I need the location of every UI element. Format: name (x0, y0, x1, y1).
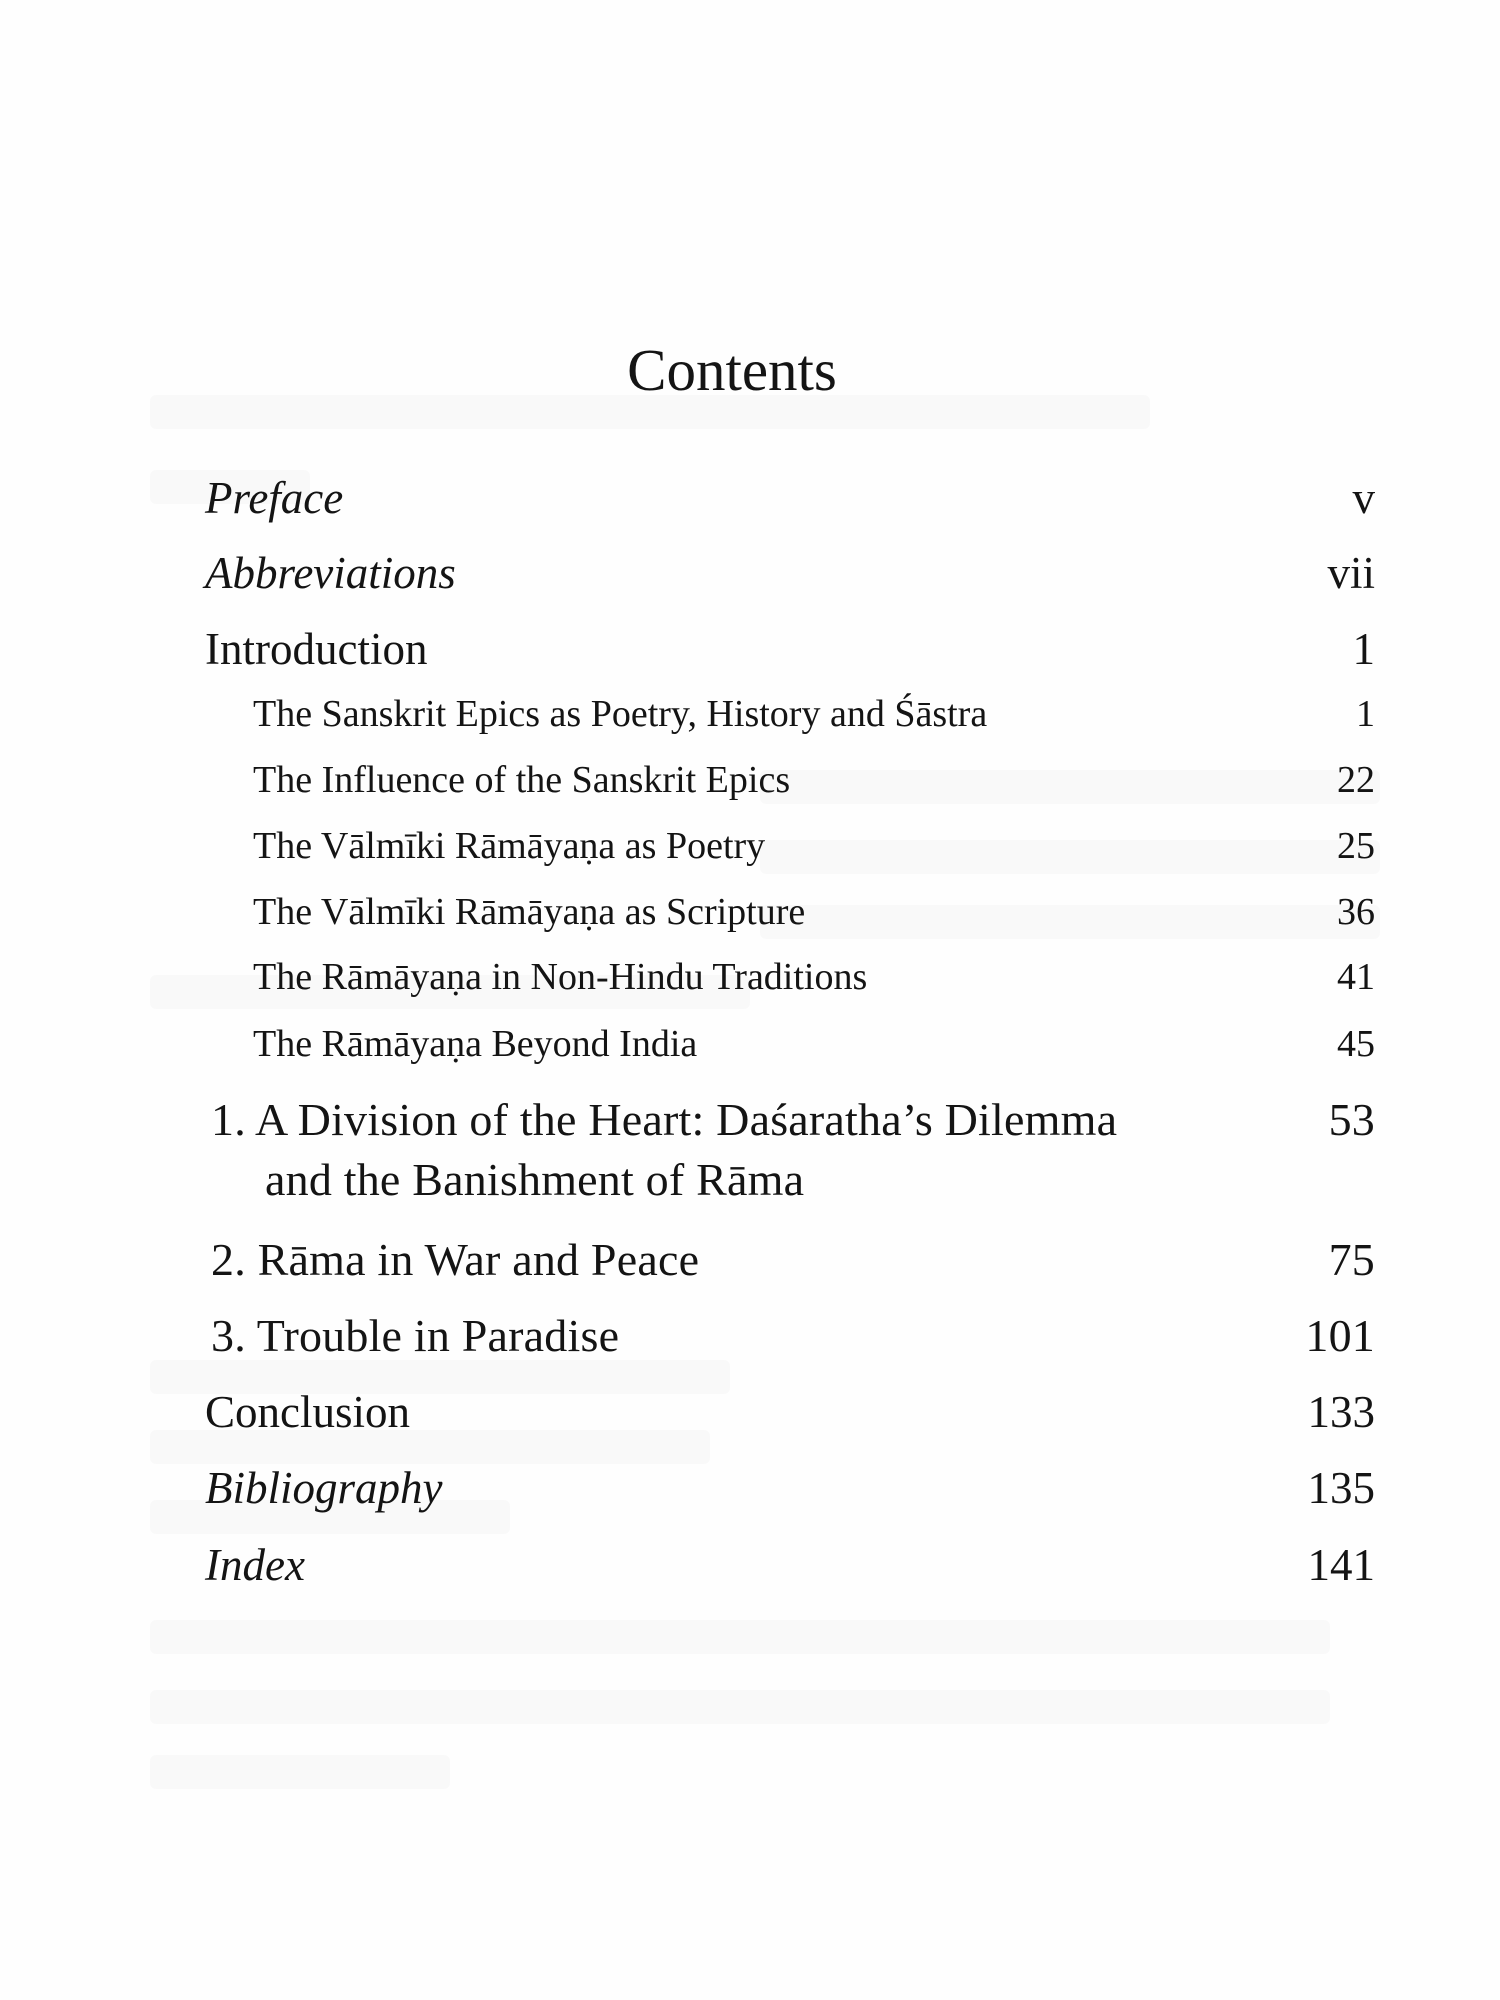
entry-title: Abbreviations (205, 548, 456, 598)
entry-page-number: 1 (1356, 693, 1375, 735)
entry-title: The Rāmāyaṇa Beyond India (253, 1023, 698, 1065)
entry-title: Introduction (205, 624, 428, 674)
entry-title: 2. Rāma in War and Peace (211, 1234, 700, 1285)
entry-title: Bibliography (205, 1463, 443, 1513)
entry-title: Preface (205, 473, 344, 523)
entry-page-number: 36 (1337, 891, 1375, 933)
entry-page-number: 41 (1337, 956, 1375, 998)
entry-title: The Sanskrit Epics as Poetry, History and Śāstra (253, 693, 988, 735)
entry-page-number: 25 (1337, 825, 1375, 867)
entry-page-number: 135 (1307, 1463, 1375, 1513)
entry-title: Conclusion (205, 1387, 411, 1437)
entry-page-number: 101 (1305, 1310, 1375, 1361)
entry-page-number: 45 (1337, 1023, 1375, 1065)
entry-page-number: vii (1327, 548, 1375, 598)
entry-title: 3. Trouble in Paradise (211, 1310, 620, 1361)
entry-title-continuation: and the Banishment of Rāma (265, 1154, 805, 1205)
entry-title: The Influence of the Sanskrit Epics (253, 759, 791, 801)
entry-title: The Vālmīki Rāmāyaṇa as Poetry (253, 825, 766, 867)
page-title: Contents (627, 337, 837, 403)
entry-title: The Vālmīki Rāmāyaṇa as Scripture (253, 891, 806, 933)
entry-title: 1. A Division of the Heart: Daśaratha’s Dilemma (211, 1094, 1118, 1145)
entry-page-number: 75 (1328, 1234, 1375, 1285)
entry-page-number: 1 (1352, 624, 1375, 674)
entry-page-number: v (1352, 473, 1375, 523)
entry-page-number: 141 (1307, 1540, 1375, 1590)
entry-page-number: 22 (1337, 759, 1375, 801)
entry-page-number: 53 (1328, 1094, 1375, 1145)
entry-page-number: 133 (1307, 1387, 1375, 1437)
entry-title: Index (205, 1540, 305, 1590)
entry-title: The Rāmāyaṇa in Non-Hindu Traditions (253, 956, 868, 998)
